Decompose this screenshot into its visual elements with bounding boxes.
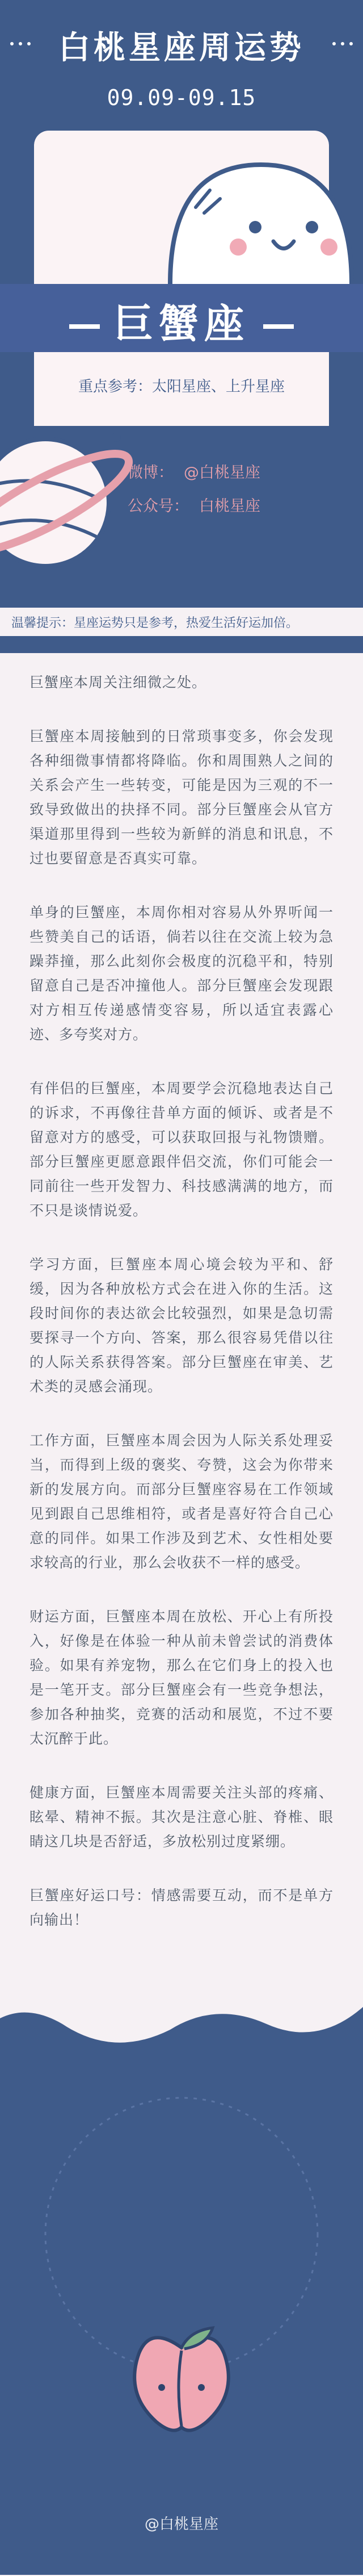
wave-divider (0, 1984, 363, 2052)
footer-brand: @白桃星座 (144, 2516, 218, 2533)
page-title-text: 白桃星座周运势 (58, 30, 305, 66)
footer-section (0, 1984, 363, 2575)
wechat-handle: 白桃星座 (199, 497, 260, 515)
paragraph-work: 工作方面，巨蟹座本周会因为人际关系处理妥当，而得到上级的褒奖、夸赞，这会为你带来新的发展方向。而部分巨蟹座容易在工作领域见到跟自己思维相符，或者是喜好符合自己心意的同伴。如果工作涉及到艺术、女性相处要求较高的行业，那么会收获不一样的感受。 (29, 1432, 334, 1571)
horoscope-content (0, 653, 363, 1984)
sign-name: 巨蟹座 (113, 300, 250, 347)
paragraph-single: 单身的巨蟹座，本周你相对容易从外界听闻一些赞美自己的话语，倘若以往在交流上较为急躁莽撞，那么此刻你会极度的沉稳平和，特别留意自己是否冲撞他人。部分巨蟹座会发现跟对方相互传递感情变容易，所以适宜表露心迹、多夸奖对方。 (29, 904, 334, 1043)
weibo-handle: @白桃星座 (184, 464, 260, 482)
wechat-line (128, 494, 260, 516)
paragraph-partnered: 有伴侣的巨蟹座，本周要学会沉稳地表达自己的诉求，不再像往昔单方面的倾诉、或者是不留意对方的感受，可以获取回报与礼物馈赠。部分巨蟹座更愿意跟伴侣交流，你们可能会一同前往一些开发智力、科技感满满的地方，而不只是谈情说爱。 (29, 1080, 334, 1219)
peach-icon (128, 2325, 235, 2444)
banner-dash (69, 324, 100, 329)
paragraph-study: 学习方面，巨蟹座本周心境会较为平和、舒缓，因为各种放松方式会在进入你的生活。这段时间你的表达欲会比较强烈，如果是急切需要探寻一个方向、答案，那么很容易凭借以往的人际关系获得答案。部分巨蟹座在审美、艺术类的灵感会涌现。 (29, 1256, 334, 1395)
paragraph-general: 巨蟹座本周接触到的日常琐事变多，你会发现各种细微事情都将降临。你和周围熟人之间的关系会产生一些转变，可能是因为三观的不一致导致做出的抉择不同。部分巨蟹座会从官方渠道那里得到一些较为新鲜的消息和讯息，不过也要留意是否真实可靠。 (29, 728, 334, 867)
weibo-label: 微博： (128, 464, 174, 482)
planet-icon (0, 409, 147, 585)
sign-banner (0, 284, 363, 352)
paragraph-slogan: 巨蟹座好运口号：情感需要互动，而不是单方向输出！ (29, 1887, 334, 1928)
paragraph-wealth: 财运方面，巨蟹座本周在放松、开心上有所投入，好像是在体验一种从前未曾尝试的消费体验。如果有养宠物，那么在它们身上的投入也是一笔开支。部分巨蟹座会有一些竞争想法，参加各种抽奖，竞赛的活动和展览，不过不要太沉醉于此。 (29, 1608, 334, 1747)
page-title (0, 23, 363, 68)
paragraph-intro: 巨蟹座本周关注细微之处。 (29, 674, 207, 691)
header-section (0, 0, 363, 653)
date-range: 09.09-09.15 (107, 85, 256, 110)
wechat-label: 公众号： (128, 497, 189, 515)
key-reference: 重点参考：太阳星座、上升星座 (78, 378, 285, 395)
paragraph-health: 健康方面，巨蟹座本周需要关注头部的疼痛、眩晕、精神不振。其次是注意心脏、脊椎、眼睛这几块是否舒适，多放松别过度紧绷。 (29, 1784, 334, 1850)
tip-text: 温馨提示：星座运势只是参考，热爱生活好运加倍。 (11, 616, 299, 630)
banner-dash (263, 324, 294, 329)
weibo-line (128, 460, 260, 482)
contacts-block (128, 460, 260, 527)
